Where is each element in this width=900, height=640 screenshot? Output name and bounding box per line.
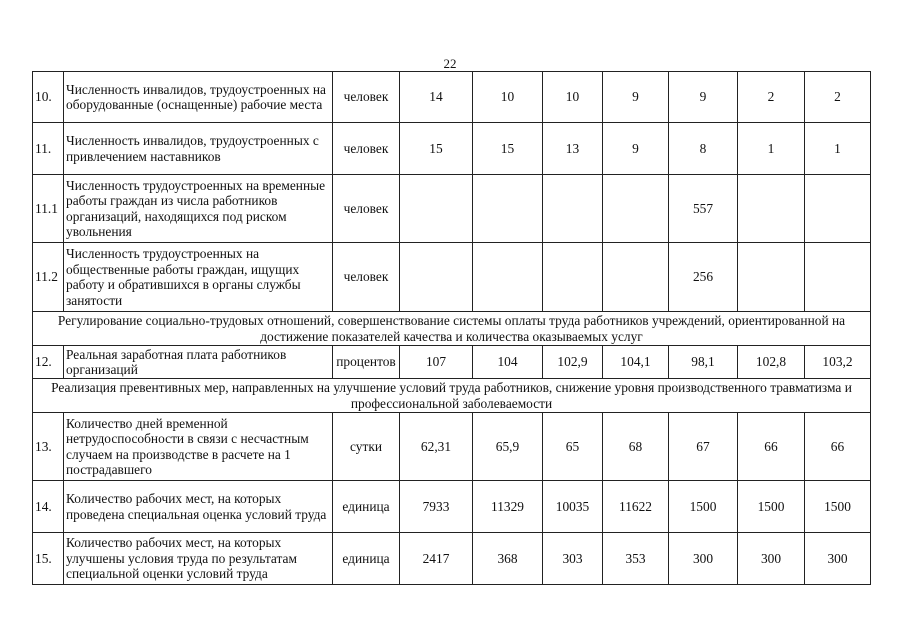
value-cell: 300 xyxy=(669,533,738,585)
table-row xyxy=(33,346,871,379)
table-row xyxy=(33,175,871,243)
value-cell: 15 xyxy=(400,123,473,175)
table-row xyxy=(33,481,871,533)
row-number: 14. xyxy=(33,481,64,533)
indicator-label: Численность трудоустроенных на общественные работы граждан, ищущих работу и обратившихся в органы службы занятости xyxy=(64,243,333,312)
value-cell: 9 xyxy=(603,72,669,123)
value-cell: 1 xyxy=(805,123,871,175)
value-cell xyxy=(473,243,543,312)
unit-cell: человек xyxy=(333,175,400,243)
value-cell: 65,9 xyxy=(473,413,543,481)
unit-cell: человек xyxy=(333,243,400,312)
indicator-label: Количество рабочих мест, на которых проведена специальная оценка условий труда xyxy=(64,481,333,533)
value-cell: 103,2 xyxy=(805,346,871,379)
unit-cell: сутки xyxy=(333,413,400,481)
indicator-label: Численность трудоустроенных на временные работы граждан из числа работников организаций, находящихся под риском увольнения xyxy=(64,175,333,243)
value-cell xyxy=(400,243,473,312)
value-cell xyxy=(400,175,473,243)
indicator-label: Количество рабочих мест, на которых улучшены условия труда по результатам специальной оценки условий труда xyxy=(64,533,333,585)
value-cell: 300 xyxy=(738,533,805,585)
row-number: 13. xyxy=(33,413,64,481)
value-cell xyxy=(603,175,669,243)
value-cell: 368 xyxy=(473,533,543,585)
value-cell: 1 xyxy=(738,123,805,175)
value-cell: 107 xyxy=(400,346,473,379)
value-cell: 66 xyxy=(805,413,871,481)
value-cell: 98,1 xyxy=(669,346,738,379)
table-row xyxy=(33,533,871,585)
value-cell: 1500 xyxy=(738,481,805,533)
unit-cell: единица xyxy=(333,481,400,533)
value-cell: 557 xyxy=(669,175,738,243)
row-number: 10. xyxy=(33,72,64,123)
table-row xyxy=(33,413,871,481)
unit-cell: человек xyxy=(333,72,400,123)
value-cell: 10035 xyxy=(543,481,603,533)
row-number: 12. xyxy=(33,346,64,379)
value-cell: 65 xyxy=(543,413,603,481)
unit-cell: человек xyxy=(333,123,400,175)
value-cell: 2 xyxy=(805,72,871,123)
indicator-label: Численность инвалидов, трудоустроенных с привлечением наставников xyxy=(64,123,333,175)
value-cell xyxy=(738,243,805,312)
page-number: 22 xyxy=(443,56,457,71)
value-cell: 11329 xyxy=(473,481,543,533)
value-cell: 9 xyxy=(669,72,738,123)
table-row xyxy=(33,72,871,123)
value-cell: 300 xyxy=(805,533,871,585)
value-cell: 303 xyxy=(543,533,603,585)
value-cell: 15 xyxy=(473,123,543,175)
indicators-table xyxy=(32,71,871,585)
value-cell xyxy=(543,175,603,243)
value-cell: 10 xyxy=(473,72,543,123)
value-cell xyxy=(473,175,543,243)
section-header-row xyxy=(33,379,871,413)
row-number: 11. xyxy=(33,123,64,175)
value-cell: 66 xyxy=(738,413,805,481)
value-cell: 1500 xyxy=(669,481,738,533)
section-heading: Реализация превентивных мер, направленных на улучшение условий труда работников, снижение уровня производственного травматизма и профессиональной заболеваемости xyxy=(33,379,871,413)
value-cell: 13 xyxy=(543,123,603,175)
value-cell: 8 xyxy=(669,123,738,175)
value-cell: 67 xyxy=(669,413,738,481)
value-cell: 102,8 xyxy=(738,346,805,379)
value-cell: 104 xyxy=(473,346,543,379)
value-cell: 2 xyxy=(738,72,805,123)
unit-cell: процентов xyxy=(333,346,400,379)
indicator-label: Численность инвалидов, трудоустроенных на оборудованные (оснащенные) рабочие места xyxy=(64,72,333,123)
value-cell: 104,1 xyxy=(603,346,669,379)
section-heading: Регулирование социально-трудовых отношений, совершенствование системы оплаты труда работников учреждений, ориентированной на достижение показателей качества и количества оказываемых услуг xyxy=(33,312,871,346)
value-cell: 256 xyxy=(669,243,738,312)
value-cell: 2417 xyxy=(400,533,473,585)
row-number: 15. xyxy=(33,533,64,585)
value-cell: 9 xyxy=(603,123,669,175)
section-header-row xyxy=(33,312,871,346)
value-cell xyxy=(805,243,871,312)
row-number: 11.2 xyxy=(33,243,64,312)
value-cell: 7933 xyxy=(400,481,473,533)
table-row xyxy=(33,123,871,175)
row-number: 11.1 xyxy=(33,175,64,243)
table-row xyxy=(33,243,871,312)
value-cell: 353 xyxy=(603,533,669,585)
value-cell xyxy=(805,175,871,243)
value-cell: 11622 xyxy=(603,481,669,533)
value-cell: 1500 xyxy=(805,481,871,533)
value-cell xyxy=(738,175,805,243)
value-cell: 102,9 xyxy=(543,346,603,379)
value-cell: 62,31 xyxy=(400,413,473,481)
unit-cell: единица xyxy=(333,533,400,585)
value-cell xyxy=(543,243,603,312)
value-cell: 68 xyxy=(603,413,669,481)
value-cell: 14 xyxy=(400,72,473,123)
indicator-label: Реальная заработная плата работников организаций xyxy=(64,346,333,379)
value-cell xyxy=(603,243,669,312)
indicator-label: Количество дней временной нетрудоспособности в связи с несчастным случаем на производстве в расчете на 1 пострадавшего xyxy=(64,413,333,481)
value-cell: 10 xyxy=(543,72,603,123)
